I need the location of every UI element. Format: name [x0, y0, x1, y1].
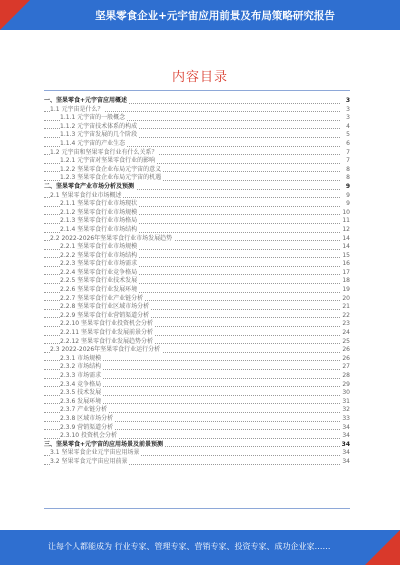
toc-entry-page: 3 [340, 97, 350, 106]
toc-entry[interactable] [44, 183, 350, 192]
toc-entry[interactable] [44, 243, 350, 252]
toc-entry-label: 1.2 元宇宙和坚果零食行业有什么关系？ [50, 148, 158, 156]
toc-entry-label: 2.1.2 坚果零食行业市场规模 [60, 208, 138, 216]
toc-entry-page: 9 [340, 183, 350, 192]
toc-entry-page: 8 [340, 174, 350, 183]
toc-entry-page: 26 [340, 355, 350, 364]
toc-entry[interactable] [44, 140, 350, 149]
toc-entry-label: 三、坚果零食+元宇宙的应用场景及前景预测 [44, 440, 164, 448]
toc-entry-page: 3 [340, 106, 350, 115]
toc-entry-label: 1.1.4 元宇宙的产业生态 [60, 139, 126, 147]
toc-entry[interactable] [44, 389, 350, 398]
toc-entry-page: 34 [340, 432, 350, 441]
toc-entry[interactable] [44, 174, 350, 183]
toc-entry-label: 一、坚果零食+元宇宙应用概述 [44, 97, 128, 104]
toc-entry-page: 7 [340, 149, 350, 158]
toc-entry-label: 2.1.4 坚果零食行业市场结构 [60, 225, 138, 233]
toc-entry-label: 1.2.3 坚果零食企业布局元宇宙的机遇 [60, 174, 162, 182]
toc-entry[interactable] [44, 449, 350, 458]
toc-entry[interactable] [44, 97, 350, 106]
toc-entry-page: 22 [340, 312, 350, 321]
toc-entry[interactable] [44, 295, 350, 304]
toc-entry[interactable] [44, 286, 350, 295]
toc-entry-page: 6 [340, 140, 350, 149]
toc-entry-page: 20 [340, 295, 350, 304]
toc-entry-label: 1.2.2 坚果零食企业布局元宇宙的意义 [60, 165, 162, 173]
toc-entry-page: 9 [340, 192, 350, 201]
toc-entry-label: 2.1.1 坚果零食行业市场现状 [60, 200, 138, 208]
toc-entry-label: 2.3.10 投资机会分析 [60, 432, 117, 440]
toc-entry-page: 25 [340, 338, 350, 347]
toc-entry-label: 2.3.5 技术发展 [60, 389, 102, 397]
toc-entry[interactable] [44, 303, 350, 312]
toc-entry-page: 31 [340, 398, 350, 407]
toc-entry-page: 11 [340, 217, 350, 226]
toc-heading: 内容目录 [171, 70, 228, 85]
toc-entry-label: 2.2.6 坚果零食行业发展环境 [60, 286, 138, 294]
toc-entry-page: 28 [340, 372, 350, 381]
toc-entry[interactable] [44, 338, 350, 347]
toc-entry[interactable] [44, 260, 350, 269]
toc-entry[interactable] [44, 346, 350, 355]
toc-entry-label: 3.2 坚果零食元宇宙应用前景 [50, 457, 128, 465]
toc-entry-label: 2.3.4 竞争格局 [60, 380, 102, 388]
toc-entry-page: 18 [340, 277, 350, 286]
toc-entry-label: 2.2.9 坚果零食行业营销渠道分析 [60, 311, 150, 319]
toc-entry-label: 二、坚果零食产业市场分析及预测 [44, 182, 135, 190]
toc-entry[interactable] [44, 415, 350, 424]
toc-bottom-divider [44, 508, 350, 509]
toc-entry[interactable] [44, 329, 350, 338]
toc-entry[interactable] [44, 252, 350, 261]
toc-entry-page: 16 [340, 260, 350, 269]
toc-entry-label: 2.2.8 坚果零食行业区域市场分析 [60, 303, 150, 311]
toc-entry[interactable] [44, 157, 350, 166]
toc-entry-page: 17 [340, 269, 350, 278]
header-bar [0, 0, 400, 30]
toc-entry[interactable] [44, 363, 350, 372]
toc-entry[interactable] [44, 149, 350, 158]
toc-entry-page: 10 [340, 209, 350, 218]
toc-entry-label: 2.2.11 坚果零食行业发展前景分析 [60, 329, 153, 337]
toc-entry-label: 2.2.5 坚果零食行业技术发展 [60, 277, 138, 285]
toc-entry-page: 14 [340, 243, 350, 252]
toc-entry-label: 2.1 坚果零食行业市场概述 [50, 191, 122, 199]
toc-entry-page: 5 [340, 131, 350, 140]
toc-entry-page: 21 [340, 303, 350, 312]
toc-entry-label: 1.2.1 元宇宙对坚果零食行业的影响 [60, 157, 156, 165]
toc-entry[interactable] [44, 106, 350, 115]
toc-entry[interactable] [44, 217, 350, 226]
toc-entry-label: 3.1 坚果零食企业元宇宙应用场景 [50, 449, 140, 457]
toc-entry-page: 34 [340, 458, 350, 467]
toc-entry-page: 32 [340, 406, 350, 415]
toc-entry-page: 9 [340, 200, 350, 209]
toc-entry[interactable] [44, 432, 350, 441]
toc-entry-page: 33 [340, 415, 350, 424]
toc-entry-label: 1.1 元宇宙是什么？ [50, 105, 104, 113]
toc-entry[interactable] [44, 372, 350, 381]
toc-entry-label: 2.3.7 产业链分析 [60, 406, 108, 414]
toc-entry-page: 27 [340, 363, 350, 372]
toc-entry[interactable] [44, 192, 350, 201]
toc-top-divider [44, 90, 350, 91]
toc-entry-label: 2.2.7 坚果零食行业产业链分析 [60, 294, 144, 302]
toc-entry-label: 2.3.8 区域市场分析 [60, 414, 114, 422]
toc-entry-page: 3 [340, 114, 350, 123]
toc-entry-label: 1.1.3 元宇宙发展的几个阶段 [60, 131, 138, 139]
toc-entry[interactable] [44, 320, 350, 329]
toc-entry-page: 30 [340, 389, 350, 398]
toc-entry[interactable] [44, 114, 350, 123]
toc-entry-label: 2.2.10 坚果零食行业投资机会分析 [60, 320, 153, 328]
toc-entry-page: 23 [340, 320, 350, 329]
toc-entry[interactable] [44, 381, 350, 390]
toc-entry-label: 1.1.1 元宇宙的一般概念 [60, 114, 126, 122]
toc-entry-page: 26 [340, 346, 350, 355]
toc-entry[interactable] [44, 458, 350, 467]
toc-entry-page: 34 [341, 440, 350, 448]
footer-bar [0, 530, 400, 565]
table-of-contents [44, 97, 350, 467]
toc-entry[interactable] [44, 226, 350, 235]
header-corner-accent [0, 0, 30, 30]
toc-entry-page: 34 [340, 449, 350, 458]
footer-corner-accent [365, 530, 400, 565]
footer-slogan: 让每个人都能成为 行业专家、管理专家、营销专家、投资专家、成功企业家…… [48, 542, 331, 551]
toc-entry-label: 2.3.3 市场需求 [60, 372, 102, 379]
toc-entry-label: 1.1.2 元宇宙技术体系的构成 [60, 122, 138, 130]
toc-entry-label: 2.2.1 坚果零食行业市场规模 [60, 243, 138, 251]
toc-entry[interactable] [44, 277, 350, 286]
toc-entry-label: 2.1.3 坚果零食行业市场格局 [60, 217, 138, 225]
toc-entry-label: 2.3.1 市场规模 [60, 354, 102, 362]
toc-entry[interactable] [44, 200, 350, 209]
toc-entry-label: 2.3.9 营销渠道分析 [60, 423, 114, 431]
toc-entry[interactable] [44, 131, 350, 140]
toc-entry-page: 19 [340, 286, 350, 295]
toc-entry-label: 2.2.2 坚果零食行业市场结构 [60, 251, 138, 259]
toc-entry-page: 12 [340, 226, 350, 235]
toc-entry-page: 4 [340, 123, 350, 132]
toc-entry-page: 29 [340, 381, 350, 390]
toc-entry-page: 14 [340, 235, 350, 244]
toc-entry-page: 8 [340, 166, 350, 175]
toc-entry-page: 7 [340, 157, 350, 166]
toc-entry-label: 2.2.3 坚果零食行业市场需求 [60, 260, 138, 268]
toc-entry[interactable] [44, 235, 350, 244]
toc-entry[interactable] [44, 424, 350, 433]
report-title: 坚果零食企业+元宇宙应用前景及布局策略研究报告 [95, 10, 335, 22]
toc-entry-page: 34 [340, 424, 350, 433]
toc-entry-page: 24 [340, 329, 350, 338]
toc-entry-label: 2.3 2022-2026年坚果零食行业运行分析 [50, 346, 161, 354]
toc-entry-label: 2.3.2 市场结构 [60, 363, 102, 371]
toc-entry-label: 2.2 2022-2026年坚果零食行业市场发展趋势 [50, 234, 173, 242]
toc-entry-label: 2.2.4 坚果零食行业竞争格局 [60, 268, 138, 276]
toc-entry-label: 2.2.12 坚果零食行业发展趋势分析 [60, 337, 153, 345]
toc-entry-label: 2.3.6 发展环境 [60, 397, 102, 405]
toc-entry-page: 15 [340, 252, 350, 261]
toc-entry[interactable] [44, 406, 350, 415]
